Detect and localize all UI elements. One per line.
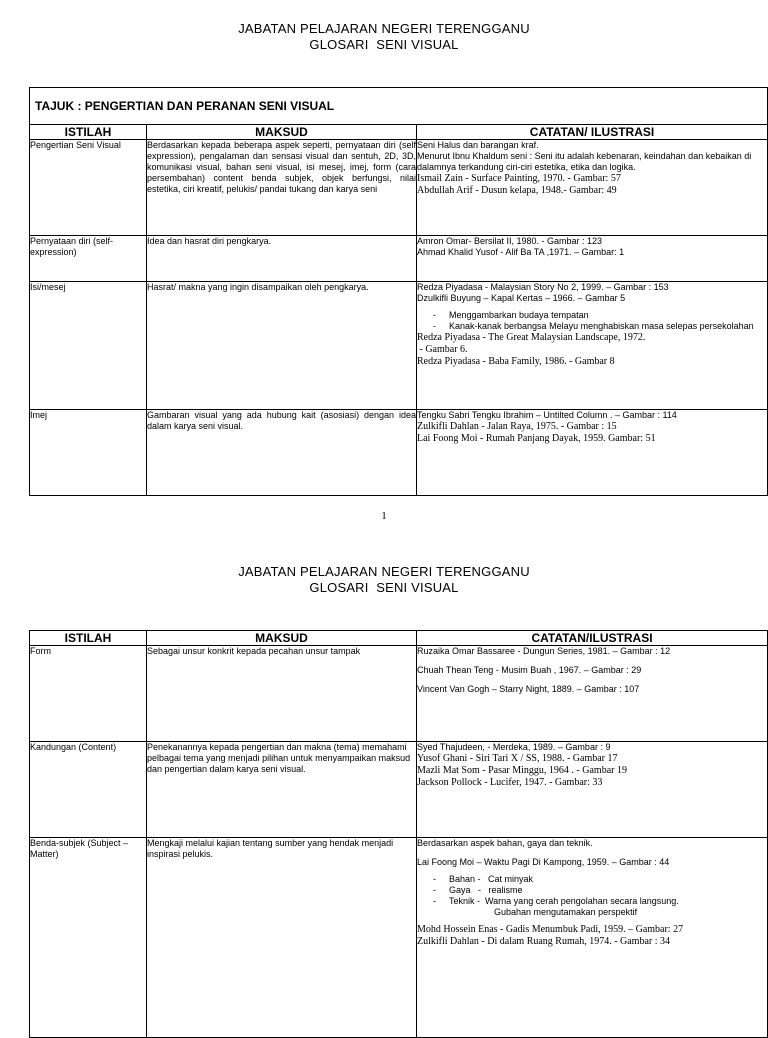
- page1-header-line2: GLOSARI SENI VISUAL: [309, 37, 459, 52]
- catatan-line: Mazli Mat Som - Pasar Minggu, 1964 . - Gambar 19: [417, 765, 627, 776]
- page-number: 1: [381, 510, 387, 522]
- catatan-line: Ruzaika Omar Bassaree - Dungun Series, 1981. – Gambar : 12: [417, 646, 671, 656]
- page2-header: [0, 564, 768, 596]
- maksud-cell: Sebagai unsur konkrit kepada pecahan unsur tampak: [147, 646, 417, 742]
- maksud-cell: Berdasarkan kepada beberapa aspek seperti, pernyataan diri (self expression), pengalaman dan sensasi visual dan sentuh, 2D, 3D, komunikasi visual, bahan seni visual, isi mesej, imej, form (cara persembahan) content benda subjek, objek berfungsi, nilai estetika, ciri kreatif, pelukis/ pandai tukang dan karya seni: [147, 140, 417, 236]
- maksud-cell: Mengkaji melalui kajian tentang sumber yang hendak menjadi inspirasi pelukis.: [147, 838, 417, 1038]
- catatan-line: Yusof Ghani - Siri Tari X / SS, 1988. - Gambar 17: [417, 753, 618, 764]
- catatan-line: Berdasarkan aspek bahan, gaya dan teknik.: [417, 838, 593, 848]
- catatan-line: Lai Foong Moi – Waktu Pagi Di Kampong, 1959. – Gambar : 44: [417, 857, 670, 867]
- catatan-cell: [417, 646, 768, 742]
- table-row: [30, 282, 768, 410]
- istilah-cell: Imej: [30, 410, 147, 496]
- list-item: - Bahan - Cat minyak: [433, 874, 767, 885]
- catatan-line: Syed Thajudeen, - Merdeka, 1989. – Gambar : 9: [417, 742, 611, 752]
- catatan-cell: [417, 236, 768, 282]
- bullet-continuation: Gubahan mengutamakan perspektif: [494, 907, 638, 917]
- catatan-line: Tengku Sabri Tengku Ibrahim – Untilted Column . – Gambar : 114: [417, 410, 677, 420]
- catatan-line: Dzulkifli Buyung – Kapal Kertas – 1966. – Gambar 5: [417, 293, 626, 303]
- page2-column-headers: [30, 631, 768, 646]
- catatan-line: Zulkifli Dahlan - Di dalam Ruang Rumah, 1974. - Gambar : 34: [417, 936, 671, 947]
- catatan-line: - Gambar 6.: [417, 344, 468, 355]
- column-header-maksud: MAKSUD: [147, 631, 417, 646]
- table-row: [30, 646, 768, 742]
- catatan-line: Redza Piyadasa - Baba Family, 1986. - Gambar 8: [417, 356, 615, 367]
- catatan-cell: [417, 140, 768, 236]
- catatan-line: Lai Foong Moi - Rumah Panjang Dayak, 1959. Gambar: 51: [417, 433, 656, 444]
- istilah-cell: Kandungan (Content): [30, 742, 147, 838]
- catatan-cell: [417, 410, 768, 496]
- istilah-cell: Isi/mesej: [30, 282, 147, 410]
- table-row: [30, 140, 768, 236]
- bullet-list: [417, 310, 767, 332]
- catatan-cell: [417, 282, 768, 410]
- page2-glossary-table: [29, 630, 768, 1038]
- column-header-catatan: CATATAN/ILUSTRASI: [417, 631, 768, 646]
- catatan-line: Jackson Pollock - Lucifer, 1947. - Gambar: 33: [417, 777, 603, 788]
- catatan-line: Zulkifli Dahlan - Jalan Raya, 1975. - Gambar : 15: [417, 421, 617, 432]
- list-item: - Gaya - realisme: [433, 885, 767, 896]
- column-header-maksud: MAKSUD: [147, 125, 417, 140]
- catatan-line: Ismail Zain - Surface Painting, 1970. - Gambar: 57: [417, 173, 621, 184]
- page2-header-line2: GLOSARI SENI VISUAL: [309, 580, 459, 595]
- catatan-cell: [417, 838, 768, 1038]
- table-row: [30, 742, 768, 838]
- maksud-cell: Hasrat/ makna yang ingin disampaikan oleh pengkarya.: [147, 282, 417, 410]
- page1-topic-title: TAJUK : PENGERTIAN DAN PERANAN SENI VISUAL: [30, 88, 768, 125]
- catatan-cell: [417, 742, 768, 838]
- list-item: - Menggambarkan budaya tempatan: [433, 310, 767, 321]
- catatan-line: Vincent Van Gogh – Starry Night, 1889. – Gambar : 107: [417, 684, 640, 694]
- catatan-line: Abdullah Arif - Dusun kelapa, 1948.- Gambar: 49: [417, 185, 617, 196]
- catatan-line: Chuah Thean Teng - Musim Buah , 1967. – Gambar : 29: [417, 665, 642, 675]
- catatan-line: Seni Halus dan barangan kraf.: [417, 140, 539, 150]
- maksud-cell: Penekanannya kepada pengertian dan makna (tema) memahami pelbagai tema yang menjadi pilihan untuk menyampaikan maksud dan pengertian dalam karya seni visual.: [147, 742, 417, 838]
- page1-header-line1: JABATAN PELAJARAN NEGERI TERENGGANU: [238, 21, 530, 36]
- column-header-istilah: ISTILAH: [30, 631, 147, 646]
- catatan-line: Redza Piyadasa - Malaysian Story No 2, 1999. – Gambar : 153: [417, 282, 669, 292]
- table-row: [30, 410, 768, 496]
- istilah-cell: Pernyataan diri (self-expression): [30, 236, 147, 282]
- catatan-line: Redza Piyadasa - The Great Malaysian Landscape, 1972.: [417, 332, 646, 343]
- table-row: [30, 236, 768, 282]
- maksud-cell: Idea dan hasrat diri pengkarya.: [147, 236, 417, 282]
- list-item: - Kanak-kanak berbangsa Melayu menghabiskan masa selepas persekolahan: [433, 321, 767, 332]
- page1-header: [0, 21, 768, 53]
- list-item: - Teknik - Warna yang cerah pengolahan secara langsung.: [433, 896, 767, 907]
- page2-header-line1: JABATAN PELAJARAN NEGERI TERENGGANU: [238, 564, 530, 579]
- page1-column-headers: [30, 125, 768, 140]
- catatan-line: Mohd Hossein Enas - Gadis Menumbuk Padi, 1959. – Gambar: 27: [417, 924, 684, 935]
- istilah-cell: Form: [30, 646, 147, 742]
- column-header-catatan: CATATAN/ ILUSTRASI: [417, 125, 768, 140]
- page1-glossary-table: [29, 87, 768, 496]
- catatan-line: Ahmad Khalid Yusof - Alif Ba TA ,1971. – Gambar: 1: [417, 247, 625, 257]
- catatan-line: Menurut Ibnu Khaldum seni : Seni itu adalah kebenaran, keindahan dan kebaikan di dalamnya terkandung ciri-ciri estetika, etika dan logika.: [417, 151, 752, 172]
- bullet-list: [417, 874, 767, 907]
- istilah-cell: Benda-subjek (Subject – Matter): [30, 838, 147, 1038]
- istilah-cell: Pengertian Seni Visual: [30, 140, 147, 236]
- maksud-cell: Gambaran visual yang ada hubung kait (asosiasi) dengan idea dalam karya seni visual.: [147, 410, 417, 496]
- column-header-istilah: ISTILAH: [30, 125, 147, 140]
- catatan-line: Amron Omar- Bersilat II, 1980. - Gambar : 123: [417, 236, 603, 246]
- table-row: [30, 838, 768, 1038]
